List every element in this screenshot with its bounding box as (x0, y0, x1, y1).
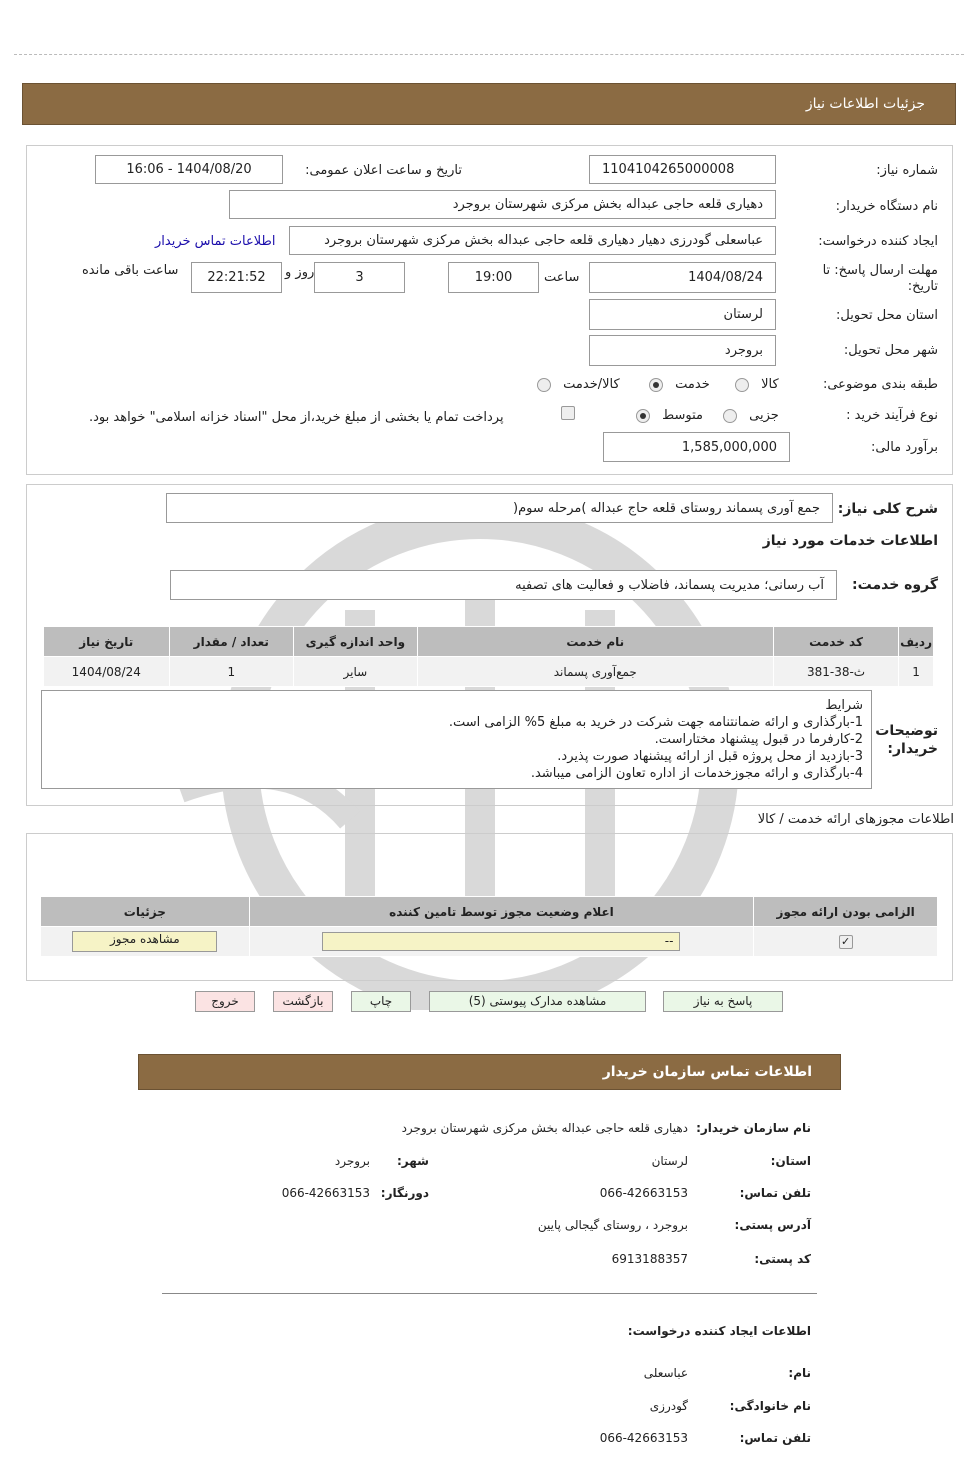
creator-family-label: نام خانوادگی: (729, 1399, 811, 1413)
permits-table (40, 896, 938, 957)
exit-button[interactable]: خروج (195, 991, 255, 1012)
buyer-notes-box (41, 690, 872, 789)
category-option-goods-service[interactable]: کالا/خدمت (537, 377, 620, 392)
remaining-time-field: 22:21:52 (191, 262, 282, 293)
days-label: روز و (285, 265, 315, 280)
contact-city-value: بروجرد (334, 1154, 370, 1168)
permit-status-field[interactable]: -- (322, 932, 680, 951)
col-required: الزامی بودن ارائه مجوز (754, 897, 938, 927)
col-qty: تعداد / مقدار (169, 627, 294, 657)
estimate-field: 1,585,000,000 (603, 432, 790, 462)
creator-label: ایجاد کننده درخواست: (818, 234, 938, 249)
table-row (44, 657, 934, 687)
page-title: جزئیات اطلاعات نیاز (805, 96, 925, 112)
contact-fax-value: 066-42663153 (281, 1186, 370, 1200)
contact-province-value: لرستان (651, 1154, 688, 1168)
estimate-label: برآورد مالی: (871, 440, 938, 455)
col-row: ردیف (899, 627, 934, 657)
contact-city-label: شهر: (397, 1154, 429, 1168)
required-checkbox: ✓ (839, 935, 853, 949)
buyer-contact-link[interactable]: اطلاعات تماس خریدار (155, 234, 276, 249)
services-table-header (44, 627, 934, 657)
contact-divider (162, 1293, 817, 1294)
contact-header-bar (138, 1054, 841, 1090)
creator-family-value: گودرزی (649, 1399, 688, 1413)
need-description-field: جمع آوری پسماند روستای قلعه حاج عبداله )مرحله سوم( (166, 493, 833, 523)
contact-postal-label: کد پستی: (754, 1252, 811, 1266)
need-number-field: 1104104265000008 (589, 155, 776, 184)
cell-date: 1404/08/24 (44, 657, 170, 687)
note-line: 3-بازدید از محل پروژه قبل از ارائه پیشنهاد صورت پذیرد. (557, 749, 863, 764)
deadline-date-field: 1404/08/24 (589, 262, 776, 293)
need-number-label: شماره نیاز: (876, 163, 938, 178)
services-info-title: اطلاعات خدمات مورد نیاز (762, 533, 938, 549)
category-option-service[interactable]: خدمت (649, 377, 710, 392)
print-button[interactable]: چاپ (351, 991, 411, 1012)
treasury-text: پرداخت تمام یا بخشی از مبلغ خرید،از محل "اسناد خزانه اسلامی" خواهد بود. (89, 410, 504, 425)
view-permit-button[interactable]: مشاهده مجوز (72, 931, 217, 952)
col-unit: واحد اندازه گیری (294, 627, 418, 657)
announce-datetime-field: 1404/08/20 - 16:06 (95, 155, 283, 184)
contact-phone-label: تلفن تماس: (739, 1186, 811, 1200)
service-group-field: آب رسانی؛ مدیریت پسماند، فاضلاب و فعالیت های تصفیه (170, 570, 837, 600)
note-line: 2-کارفرما در قبول پیشنهاد مختاراست. (654, 732, 863, 747)
process-label: نوع فرآیند خرید : (846, 408, 938, 423)
cell-unit: سایر (294, 657, 418, 687)
contact-address-label: آدرس پستی: (734, 1218, 811, 1232)
creator-field: عباسعلی گودرزی دهیار دهیاری قلعه حاجی عبداله بخش مرکزی شهرستان بروجرد (289, 226, 776, 255)
cell-name: جمع‌آوری پسماند (417, 657, 773, 687)
contact-postal-value: 6913188357 (611, 1252, 688, 1266)
reply-button[interactable]: پاسخ به نیاز (663, 991, 783, 1012)
services-table (43, 626, 934, 687)
note-line: 1-بارگذاری و ارائه ضمانتنامه جهت شرکت در خرید به مبلغ 5% الزامی است. (448, 715, 863, 730)
need-description-label: شرح کلی نیاز: (837, 501, 938, 517)
remaining-label: ساعت باقی مانده (82, 263, 179, 278)
contact-fax-label: دورنگار: (380, 1186, 429, 1200)
col-details: جزئیات (41, 897, 250, 927)
creator-phone-value: 066-42663153 (599, 1431, 688, 1445)
note-line: 4-بارگذاری و ارائه مجوزخدمات از اداره تعاون الزامی میباشد. (530, 766, 863, 781)
back-button[interactable]: بازگشت (273, 991, 333, 1012)
cell-qty: 1 (169, 657, 294, 687)
city-label: شهر محل تحویل: (843, 343, 938, 358)
top-divider (14, 54, 964, 55)
contact-org-label: نام سازمان خریدار: (696, 1121, 811, 1135)
contact-header-title: اطلاعات تماس سازمان خریدار (602, 1064, 812, 1080)
service-group-label: گروه خدمت: (852, 577, 938, 593)
permits-title: اطلاعات مجوزهای ارائه خدمت / کالا (757, 812, 954, 827)
treasury-checkbox[interactable] (561, 406, 575, 420)
col-date: تاریخ نیاز (44, 627, 170, 657)
table-row (41, 927, 938, 957)
deadline-label: مهلت ارسال پاسخ: تا تاریخ: (822, 263, 938, 294)
days-field: 3 (314, 262, 405, 293)
page-header-bar (22, 83, 956, 125)
buyer-org-field: دهیاری قلعه حاجی عبداله بخش مرکزی شهرستان بروجرد (229, 190, 776, 219)
buyer-org-label: نام دستگاه خریدار: (835, 199, 938, 214)
category-option-goods[interactable]: کالا (735, 377, 779, 392)
city-field: بروجرد (589, 335, 776, 366)
attachments-button[interactable]: مشاهده مدارک پیوستی (5) (429, 991, 646, 1012)
creator-name-label: نام: (788, 1366, 811, 1380)
province-label: استان محل تحویل: (836, 308, 938, 323)
contact-phone-value: 066-42663153 (599, 1186, 688, 1200)
process-option-minor[interactable]: جزیی (723, 408, 779, 423)
announce-label: تاریخ و ساعت اعلان عمومی: (305, 163, 462, 178)
cell-code: ث-38-381 (773, 657, 898, 687)
note-line: شرایط (825, 698, 863, 713)
cell-row: 1 (899, 657, 934, 687)
col-status: اعلام وضعیت مجوز توسط تامین کننده (249, 897, 754, 927)
province-field: لرستان (589, 299, 776, 330)
contact-province-label: استان: (770, 1154, 811, 1168)
process-option-medium[interactable]: متوسط (636, 408, 703, 423)
category-label: طبقه بندی موضوعی: (822, 377, 938, 392)
creator-info-title: اطلاعات ایجاد کننده درخواست: (627, 1324, 811, 1338)
deadline-time-field: 19:00 (448, 262, 539, 293)
time-label: ساعت (544, 270, 580, 285)
col-code: کد خدمت (773, 627, 898, 657)
col-name: نام خدمت (417, 627, 773, 657)
creator-name-value: عباسعلی (643, 1366, 688, 1380)
contact-address-value: بروجرد ، روستای گیجالی پایین (537, 1218, 688, 1232)
buyer-notes-label: توضیحات خریدار: (875, 723, 938, 757)
contact-org-value: دهیاری قلعه حاجی عبداله بخش مرکزی شهرستان بروجرد (401, 1121, 688, 1135)
creator-phone-label: تلفن تماس: (739, 1431, 811, 1445)
permits-table-header (41, 897, 938, 927)
